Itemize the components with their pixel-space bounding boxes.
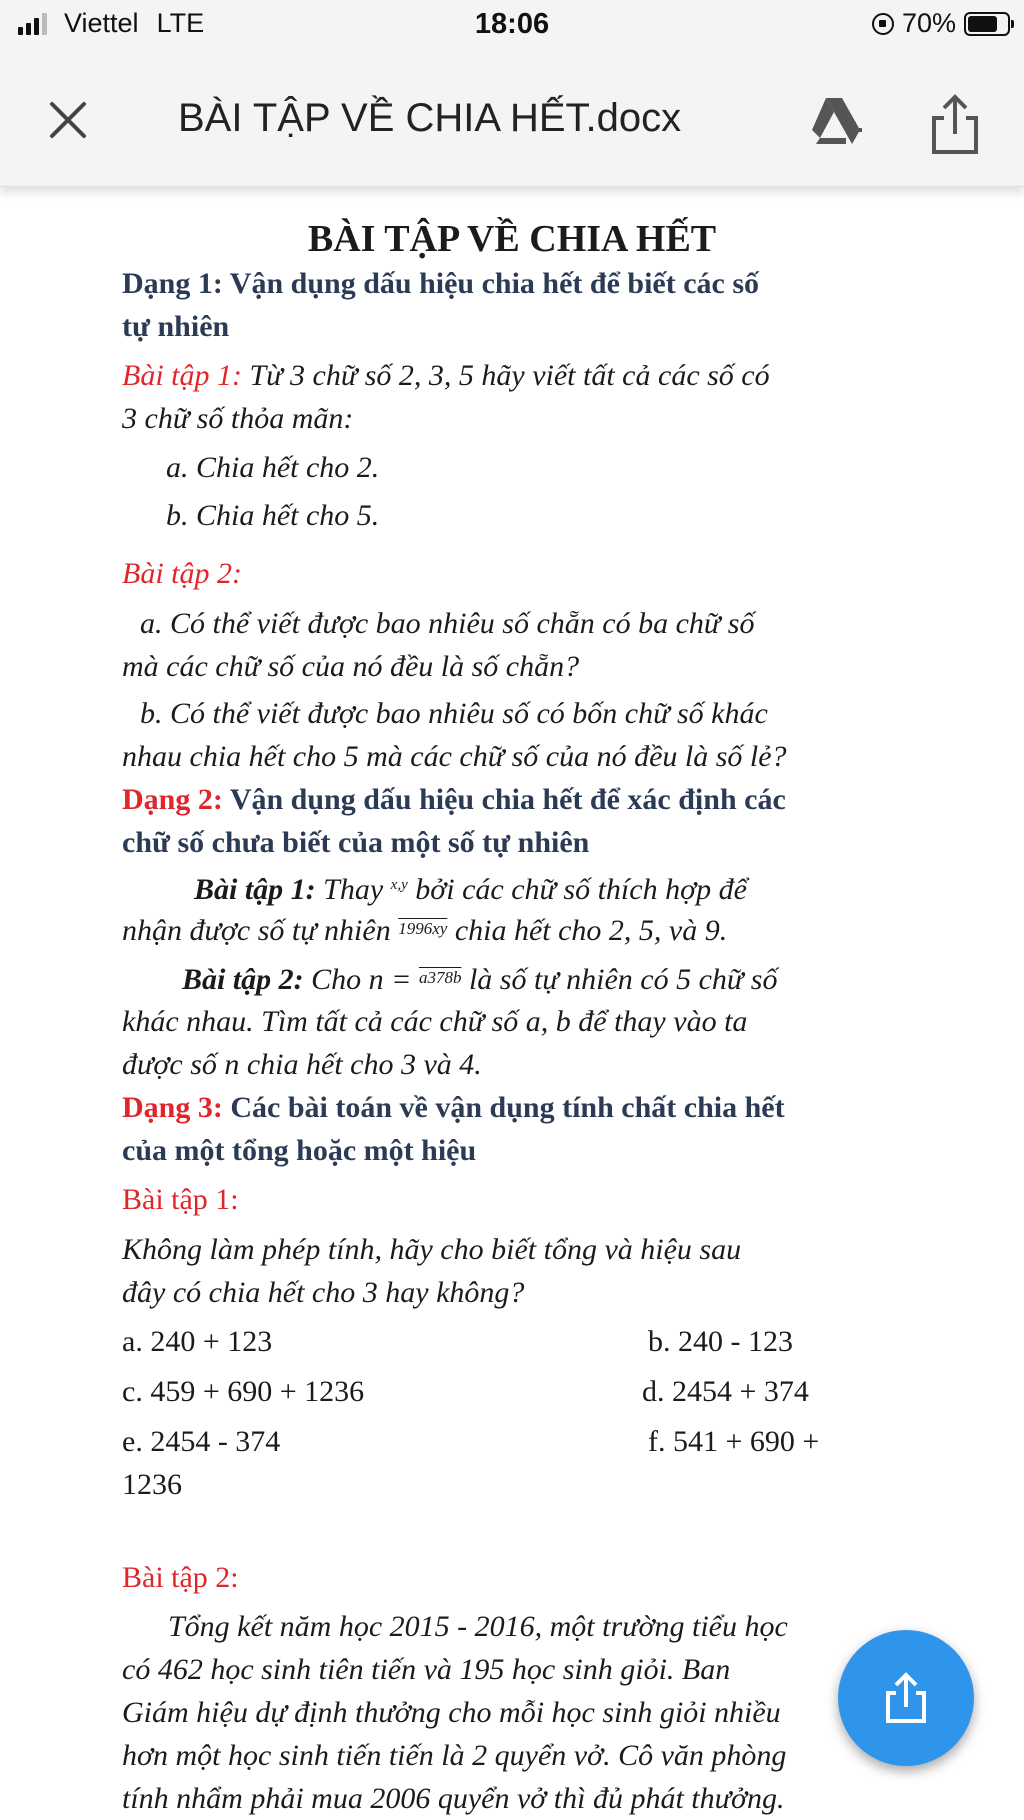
rotation-lock-icon — [872, 13, 894, 35]
d1-bt2-b-line2: nhau chia hết cho 5 mà các chữ số của nó đều là số lẻ? — [122, 740, 787, 773]
dang2-heading-line1 — [122, 778, 912, 821]
status-right — [872, 8, 1010, 39]
d2-bt1-line1 — [194, 864, 902, 911]
document-page — [0, 186, 1024, 1820]
d2-bt1-text1: Thay — [323, 873, 384, 906]
dang1-heading-line2: tự nhiên — [122, 310, 230, 343]
d3-bt1-option-e: e. 2454 - 374 — [122, 1425, 281, 1458]
d1-bt1-line1 — [122, 354, 912, 397]
close-icon — [48, 100, 88, 140]
d2-bt1-label: Bài tập 1: — [194, 873, 316, 906]
d3-bt1-option-c: c. 459 + 690 + 1236 — [122, 1375, 365, 1408]
dang2-text: Vận dụng dấu hiệu chia hết để xác định các — [229, 783, 786, 816]
share-icon — [930, 92, 980, 156]
d2-bt1-text4: chia hết cho 2, 5, và 9. — [454, 914, 728, 947]
status-bar — [0, 0, 1024, 52]
d3-bt2-label: Bài tập 2: — [122, 1561, 239, 1594]
d3-bt1-option-d: d. 2454 + 374 — [642, 1375, 809, 1408]
d3-bt2-line2: có 462 học sinh tiên tiến và 195 học sinh giỏi. Ban — [122, 1653, 731, 1686]
dang3-heading-line2: của một tổng hoặc một hiệu — [122, 1134, 477, 1167]
d3-bt1-option-a: a. 240 + 123 — [122, 1325, 273, 1358]
d3-bt2-line1: Tổng kết năm học 2015 - 2016, một trường tiểu học — [168, 1610, 788, 1643]
d1-bt2-label: Bài tập 2: — [122, 557, 242, 590]
d1-bt2-a-line2: mà các chữ số của nó đều là số chẵn? — [122, 650, 580, 683]
d2-bt1-text3: nhận được số tự nhiên — [122, 914, 391, 947]
battery-percent: 70% — [901, 8, 956, 38]
d1-bt2-a-line1: a. Có thể viết được bao nhiêu số chẵn có ba chữ số — [140, 607, 755, 640]
d1-bt2-b-line1: b. Có thể viết được bao nhiêu số có bốn chữ số khác — [140, 697, 768, 730]
d1-bt1-line2: 3 chữ số thỏa mãn: — [122, 402, 354, 435]
close-button[interactable] — [40, 92, 96, 148]
d2-bt2-line1 — [182, 956, 902, 1001]
floating-share-button[interactable] — [838, 1630, 974, 1766]
battery-icon — [964, 12, 1010, 36]
dang3-heading-line1 — [122, 1086, 912, 1129]
document-title: BÀI TẬP VỀ CHIA HẾT.docx — [178, 96, 682, 140]
d1-bt1-text: Từ 3 chữ số 2, 3, 5 hãy viết tất cả các số có — [249, 359, 770, 392]
d3-bt2-line4: hơn một học sinh tiến tiến là 2 quyển vở. Cô văn phòng — [122, 1739, 787, 1772]
doc-heading: BÀI TẬP VỀ CHIA HẾT — [307, 218, 717, 260]
dang1-heading-line1: Dạng 1: Vận dụng dấu hiệu chia hết để biết các số — [122, 267, 760, 300]
d3-bt2-line3: Giám hiệu dự định thưởng cho mỗi học sinh giỏi nhiều — [122, 1696, 781, 1729]
add-to-drive-button[interactable] — [806, 92, 866, 152]
d2-bt1-variables: x,y — [390, 877, 408, 893]
d3-bt1-label: Bài tập 1: — [122, 1183, 239, 1216]
share-icon — [884, 1671, 928, 1725]
dang2-prefix: Dạng 2: — [122, 783, 223, 816]
d2-bt2-line2: khác nhau. Tìm tất cả các chữ số a, b để thay vào ta — [122, 1005, 748, 1038]
carrier-name: Viettel — [64, 8, 139, 38]
d3-bt2-line5: tính nhẩm phải mua 2006 quyển vở thì đủ phát thưởng. — [122, 1782, 785, 1815]
add-to-drive-icon — [806, 92, 866, 152]
d2-bt2-text2: là số tự nhiên có 5 chữ số — [468, 963, 778, 996]
dang2-heading-line2: chữ số chưa biết của một số tự nhiên — [122, 826, 590, 859]
d2-bt2-text1: Cho n = — [311, 963, 412, 996]
d3-bt1-option-b: b. 240 - 123 — [648, 1325, 793, 1358]
share-button[interactable] — [930, 92, 980, 156]
d2-bt2-number: a378b — [418, 968, 462, 987]
d2-bt2-label: Bài tập 2: — [182, 963, 304, 996]
d2-bt1-number: 1996xy — [398, 919, 448, 938]
d3-bt1-question-line1: Không làm phép tính, hãy cho biết tổng và hiệu sau — [122, 1233, 742, 1266]
d2-bt1-text2: bởi các chữ số thích hợp để — [415, 873, 747, 906]
d1-bt1-label: Bài tập 1: — [122, 359, 242, 392]
d1-bt1-option-a: a. Chia hết cho 2. — [166, 451, 380, 484]
dang3-text: Các bài toán về vận dụng tính chất chia hết — [230, 1091, 785, 1124]
dang3-prefix: Dạng 3: — [122, 1091, 223, 1124]
viewer-toolbar — [0, 52, 1024, 187]
d3-bt1-question-line2: đây có chia hết cho 3 hay không? — [122, 1276, 525, 1309]
network-type: LTE — [156, 8, 205, 38]
d2-bt2-line3: được số n chia hết cho 3 và 4. — [122, 1048, 482, 1081]
d2-bt1-line2 — [122, 907, 912, 952]
status-time: 18:06 — [474, 8, 550, 40]
d3-bt1-option-f: f. 541 + 690 + — [648, 1425, 820, 1458]
d3-bt1-option-f-cont: 1236 — [122, 1468, 182, 1501]
d1-bt1-option-b: b. Chia hết cho 5. — [166, 499, 380, 532]
